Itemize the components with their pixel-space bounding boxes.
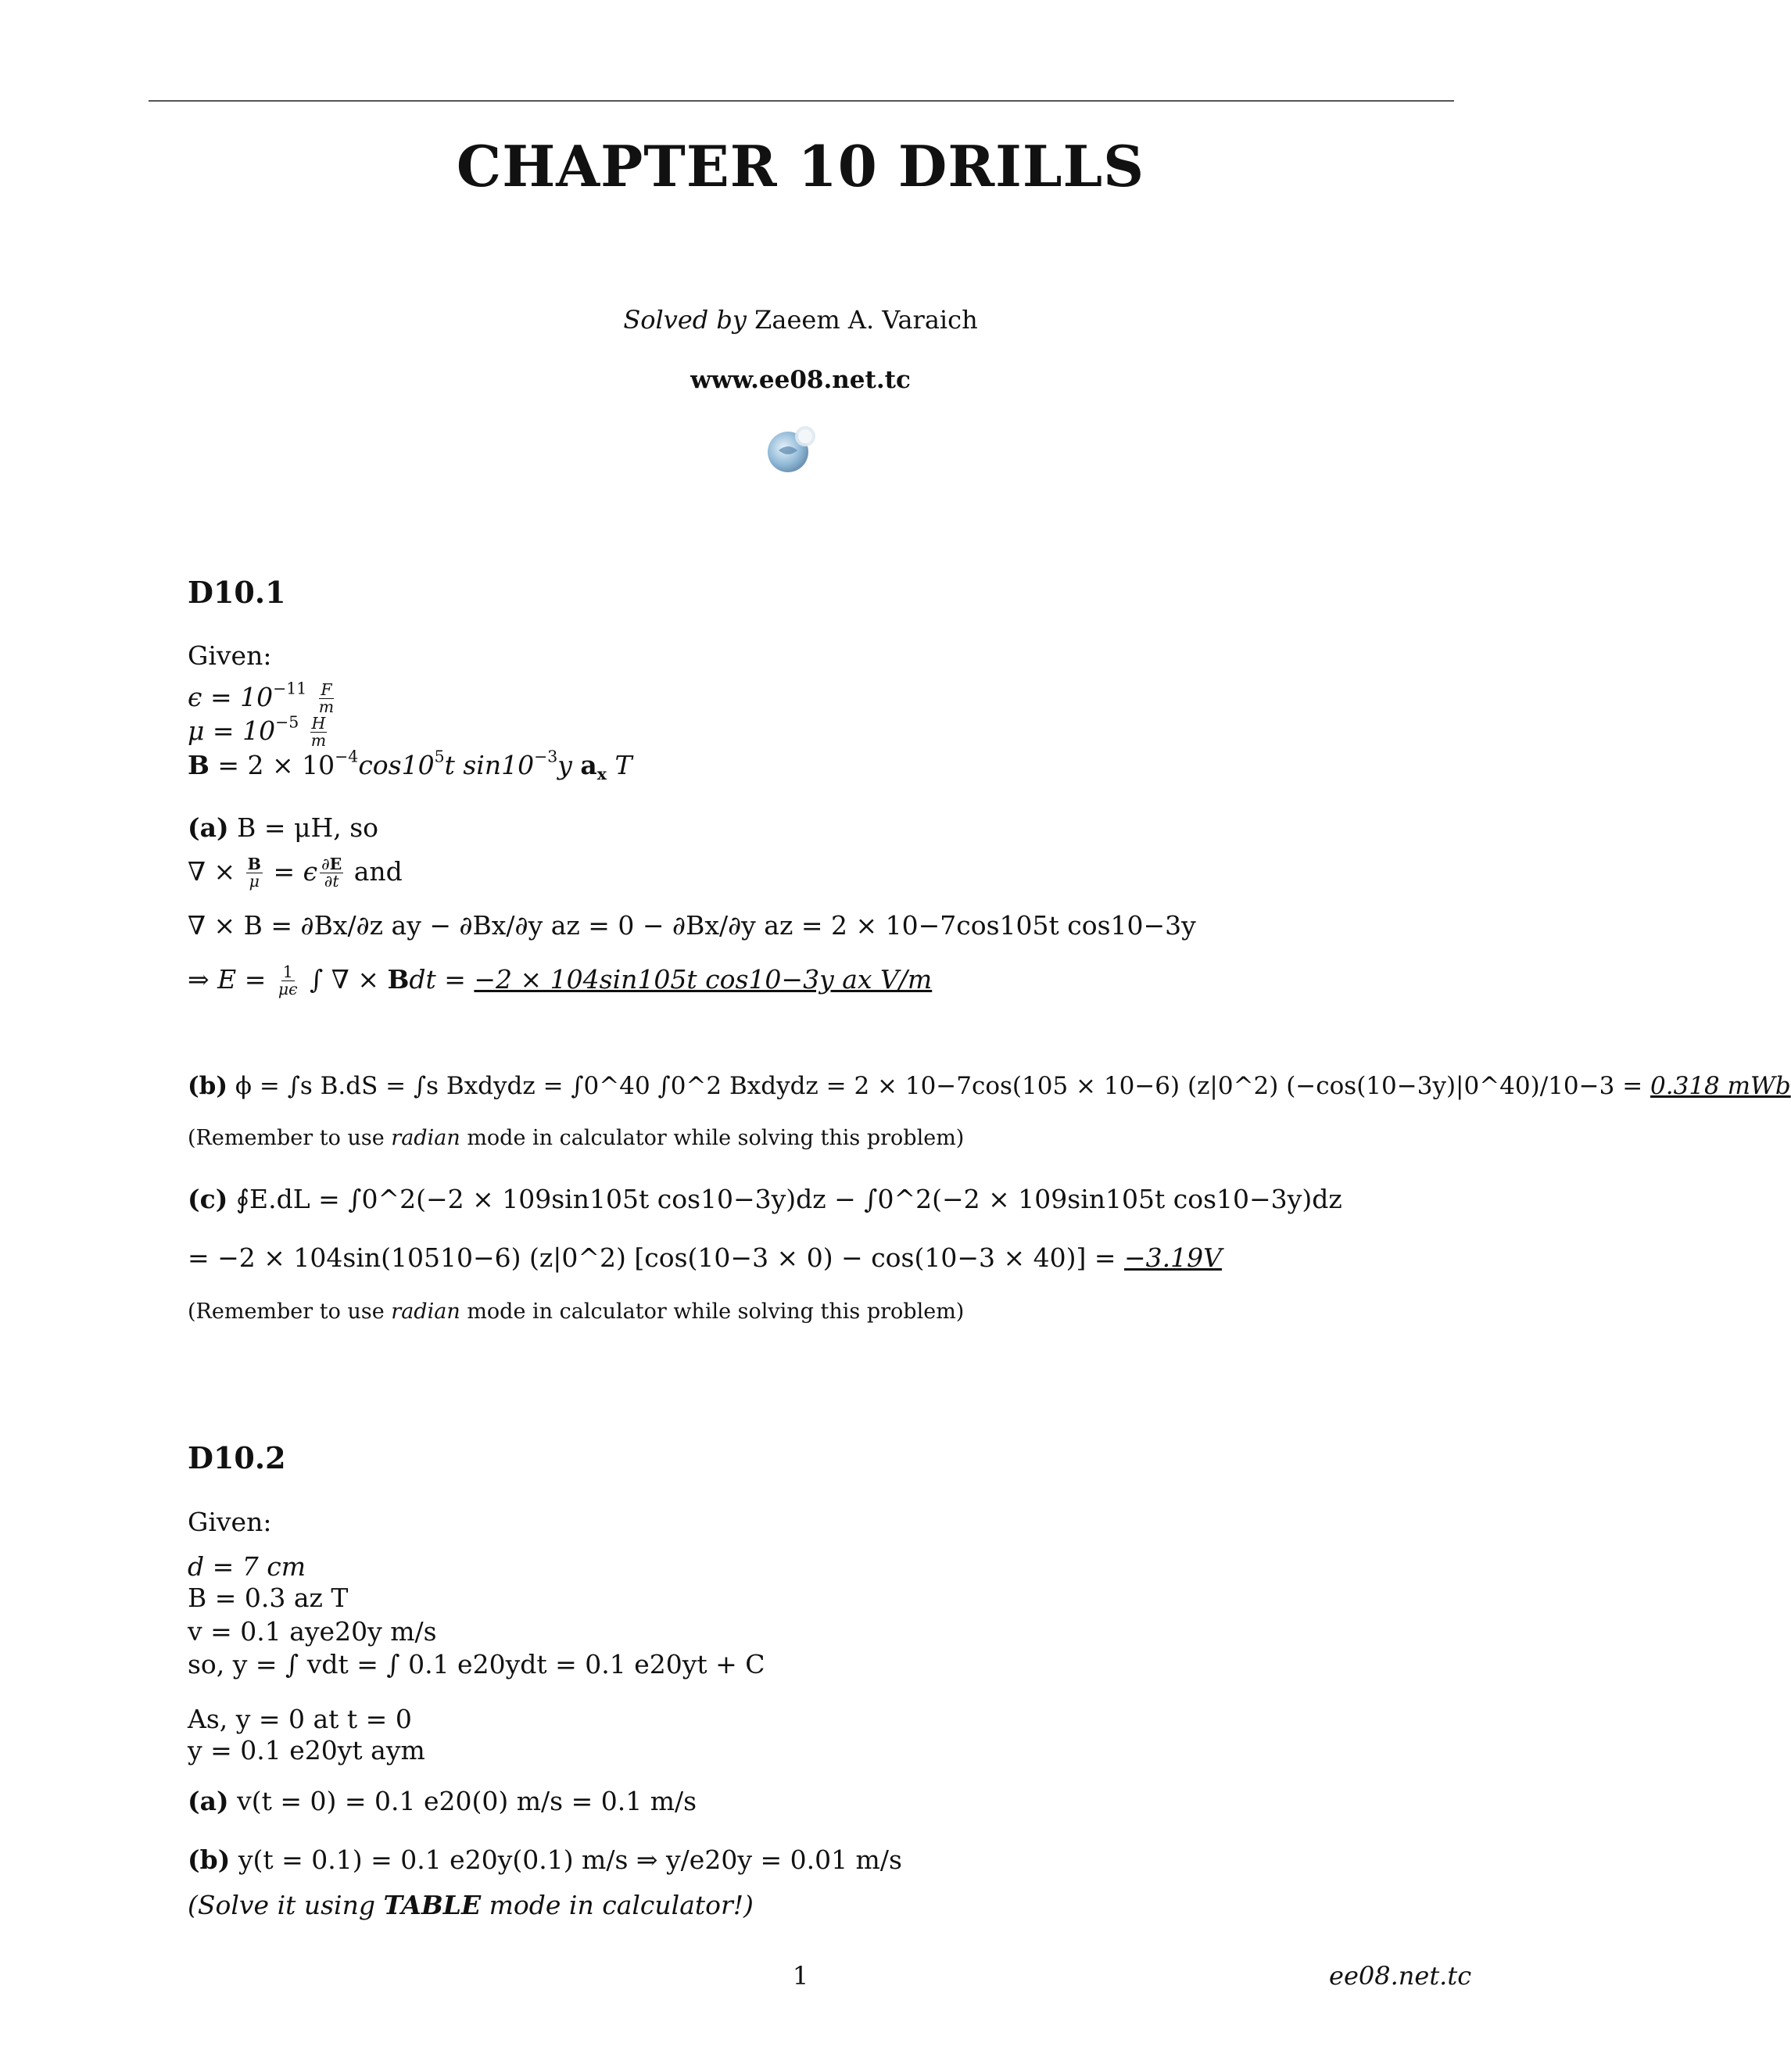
b-field-line: $B = 2 \times 10^{-4}\cos 10^5t$ $\sin 10^{-3}y$ $a_x$ T	[188, 747, 632, 784]
part-c-line1: (c) ∮E.dL = ∫0^2(−2 × 109sin105t cos10−3y)dz − ∫0^2(−2 × 109sin105t cos10−3y)dz	[188, 1184, 1342, 1214]
velocity-line: v = 0.1 aye20y m/s	[188, 1616, 437, 1647]
given-label-2: Given:	[188, 1507, 272, 1537]
d10-2-part-b: (b) y(t = 0.1) = 0.1 e20y(0.1) m/s ⇒ y/e20y = 0.01 m/s	[188, 1844, 902, 1875]
b-field-line-2: B = 0.3 az T	[188, 1583, 349, 1613]
part-b-line: (b) ϕ = ∫s B.dS = ∫s Bxdydz = ∫0^40 ∫0^2 Bxdydz = 2 × 10−7cos(105 × 10−6) (z|0^2) (−cos(10−3y)|0^40)/10−3 = 0.318 mWb	[188, 1072, 1791, 1100]
part-a-line2: ∇ × $\frac{B}{\mu}$ = ϵ $\frac{\partial E}{\partial t}$ and	[188, 855, 403, 891]
distance-line: d = 7 cm	[188, 1551, 306, 1582]
part-a-result: −2 × 104sin105t cos10−3y ax V/m	[474, 963, 933, 995]
section-heading-d10-1: D10.1	[188, 575, 286, 610]
author-name: Zaeem A. Varaich	[754, 305, 978, 335]
mu-line: $\mu = 10^{-5}$ $\frac{H}{m}$	[188, 712, 327, 751]
note-radian-2: (Remember to use radian mode in calculator while solving this problem)	[188, 1299, 965, 1324]
globe-logo-icon	[765, 422, 819, 477]
page-number: 1	[792, 1961, 809, 1991]
part-a-result-line: ⇒ E = $\frac{1}{\mu\epsilon}$ ∫ ∇ × Bdt = −2 × 104sin105t cos10−3y ax V/m	[188, 963, 933, 999]
solved-by-label: Solved by	[623, 305, 747, 335]
website-link[interactable]: www.ee08.net.tc	[690, 366, 911, 394]
page-title: CHAPTER 10 DRILLS	[456, 133, 1145, 199]
part-b-result: 0.318 mWb	[1650, 1072, 1791, 1100]
given-label: Given:	[188, 640, 272, 671]
integral-line: so, y = ∫ vdt = ∫ 0.1 e20ydt = 0.1 e20yt + C	[188, 1649, 765, 1679]
part-c-line2: = −2 × 104sin(10510−6) (z|0^2) [cos(10−3 × 0) − cos(10−3 × 40)] = −3.19V	[188, 1242, 1222, 1273]
epsilon-line: $\epsilon = 10^{-11}$ $\frac{F}{m}$	[188, 679, 335, 717]
table-mode-hint: (Solve it using TABLE mode in calculator!)	[188, 1890, 754, 1920]
note-radian-1: (Remember to use radian mode in calculator while solving this problem)	[188, 1126, 965, 1150]
d10-2-part-a: (a) v(t = 0) = 0.1 e20(0) m/s = 0.1 m/s	[188, 1786, 697, 1816]
part-a-line1: (a) B = μH, so	[188, 812, 379, 843]
position-line: y = 0.1 e20yt aym	[188, 1735, 425, 1766]
footer-site-link[interactable]: ee08.net.tc	[1329, 1961, 1472, 1991]
part-a-line3: ∇ × B = ∂Bx/∂z ay − ∂Bx/∂y az = 0 − ∂Bx/∂y az = 2 × 10−7cos105t cos10−3y	[188, 910, 1196, 941]
top-rule	[149, 100, 1454, 102]
section-heading-d10-2: D10.2	[188, 1440, 286, 1475]
part-c-result: −3.19V	[1124, 1242, 1222, 1273]
author-line	[0, 305, 1601, 335]
initial-condition-line: As, y = 0 at t = 0	[188, 1704, 412, 1734]
